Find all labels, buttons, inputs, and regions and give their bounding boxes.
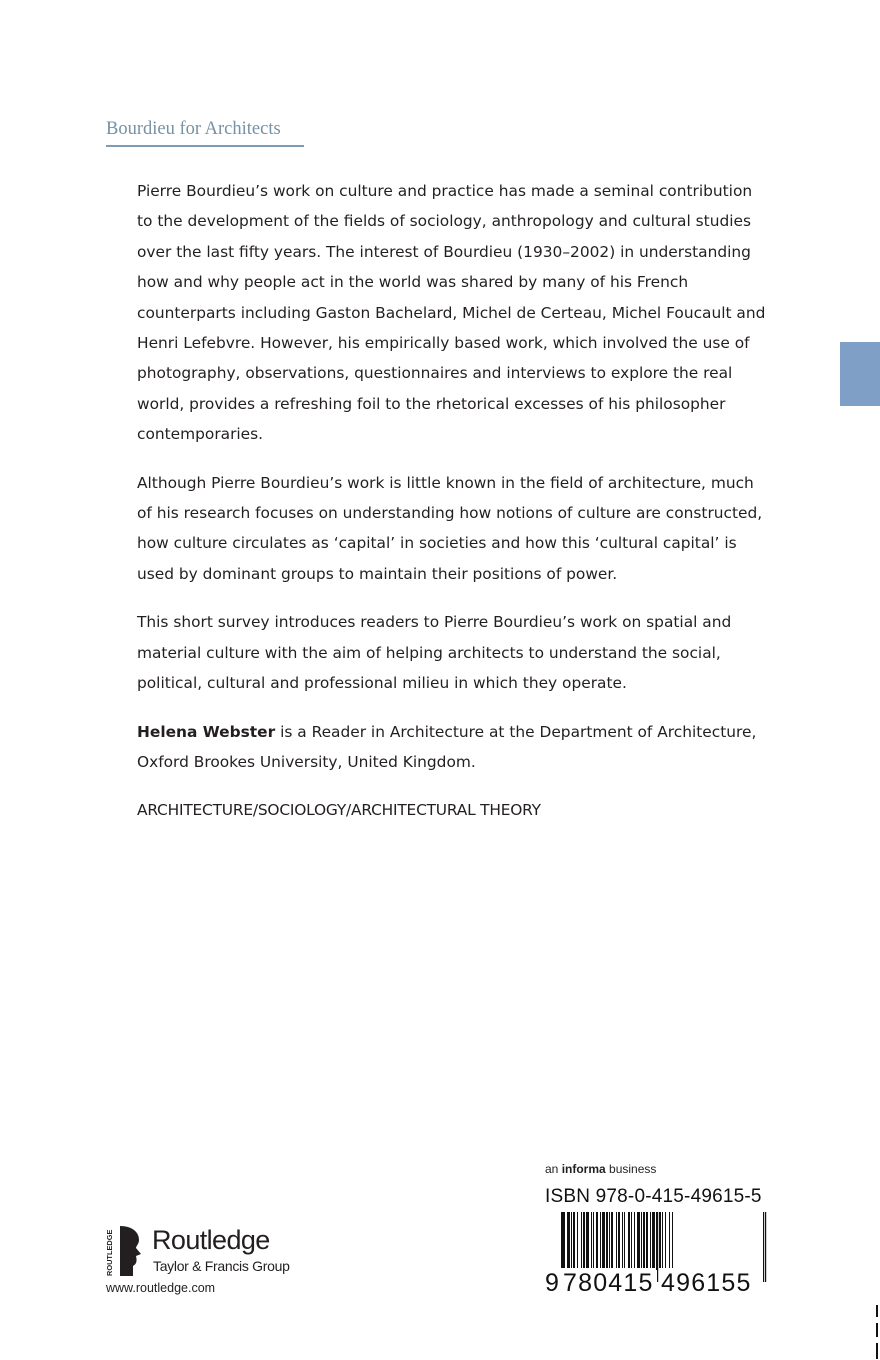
subject-categories: ARCHITECTURE/SOCIOLOGY/ARCHITECTURAL THEORY xyxy=(137,801,541,820)
barcode-bar xyxy=(672,1212,673,1270)
back-cover-blurb xyxy=(137,176,767,844)
barcode-bar xyxy=(641,1212,642,1270)
barcode-bar xyxy=(611,1212,613,1270)
barcode-bar xyxy=(583,1212,585,1270)
barcode-bar xyxy=(622,1212,623,1270)
author-bio: is a Reader in Architecture at the Department of Architecture, Oxford Brookes University, United Kingdom. xyxy=(137,722,757,771)
informa-brand: informa xyxy=(561,1162,606,1176)
informa-prefix: an xyxy=(545,1162,562,1176)
barcode-bar xyxy=(631,1212,632,1270)
barcode-digits-left: 780415 xyxy=(563,1269,654,1297)
crop-mark xyxy=(876,1305,878,1360)
barcode-bar xyxy=(618,1212,620,1270)
side-color-tab xyxy=(840,342,880,406)
barcode-bar xyxy=(591,1212,592,1270)
barcode-digit-first: 9 xyxy=(545,1269,559,1297)
barcode-bar xyxy=(634,1212,635,1270)
informa-suffix: business xyxy=(605,1162,657,1176)
barcode-bar xyxy=(593,1212,594,1270)
barcode-bar xyxy=(600,1212,601,1270)
barcode-bar xyxy=(573,1212,575,1270)
barcode-bar xyxy=(567,1212,570,1270)
barcode-bar xyxy=(643,1212,645,1270)
series-title-underline xyxy=(106,145,304,147)
barcode-bar xyxy=(656,1212,657,1270)
routledge-logo-text: ROUTLEDGE xyxy=(105,1229,114,1276)
publisher-url: www.routledge.com xyxy=(106,1281,216,1295)
barcode-bar xyxy=(637,1212,640,1270)
barcode-bar xyxy=(662,1212,663,1270)
barcode-bar xyxy=(571,1212,572,1270)
barcode-bar xyxy=(669,1212,670,1270)
barcode-bar xyxy=(652,1212,655,1270)
barcode-bar xyxy=(602,1212,605,1270)
barcode-digits xyxy=(545,1268,767,1298)
barcode-bar xyxy=(577,1212,578,1270)
series-title: Bourdieu for Architects xyxy=(106,119,281,139)
blurb-paragraph-1: Pierre Bourdieu’s work on culture and practice has made a seminal contribution to the development of the fields of sociology, anthropology and cultural studies over the last fifty years. The interest of Bourdieu (1930–2002) in understanding how and why people act in the world was shared by many of his French counterparts including Gaston Bachelard, Michel de Certeau, Michel Foucault and Henri Lefebvre. However, his empirically based work, which involved the use of photography, observations, questionnaires and interviews to explore the real world, provides a refreshing foil to the rhetorical excesses of his philosopher contemporaries. xyxy=(137,182,766,444)
blurb-paragraph-3: This short survey introduces readers to Pierre Bourdieu’s work on spatial and material culture with the aim of helping architects to understand the social, political, cultural and professional milieu in which they operate. xyxy=(137,613,732,693)
barcode-bar xyxy=(609,1212,610,1270)
routledge-logo-icon xyxy=(106,1224,148,1278)
barcode-bar xyxy=(646,1212,648,1270)
barcode-bar xyxy=(586,1212,589,1270)
barcode-bar xyxy=(624,1212,625,1270)
blurb-paragraph-2: Although Pierre Bourdieu’s work is little known in the field of architecture, much of his research focuses on understanding how notions of culture are constructed, how culture circulates as ‘capital’ in societies and how this ‘cultural capital’ is used by dominant groups to maintain their positions of power. xyxy=(137,473,763,583)
informa-tagline xyxy=(545,1162,656,1176)
barcode-bar xyxy=(665,1212,666,1270)
barcode-bar xyxy=(616,1212,617,1270)
barcode-bar xyxy=(628,1212,630,1270)
barcode-bar xyxy=(581,1212,582,1270)
publisher-group: Taylor & Francis Group xyxy=(153,1258,290,1274)
author-name: Helena Webster xyxy=(137,722,276,741)
barcode-bar xyxy=(606,1212,608,1270)
isbn-text: ISBN 978-0-415-49615-5 xyxy=(545,1186,762,1207)
barcode-bar xyxy=(650,1212,651,1270)
publisher-name: Routledge xyxy=(152,1225,270,1255)
barcode-bar xyxy=(596,1212,598,1270)
author-note xyxy=(137,717,767,778)
barcode-digits-right: 496155 xyxy=(661,1269,752,1297)
